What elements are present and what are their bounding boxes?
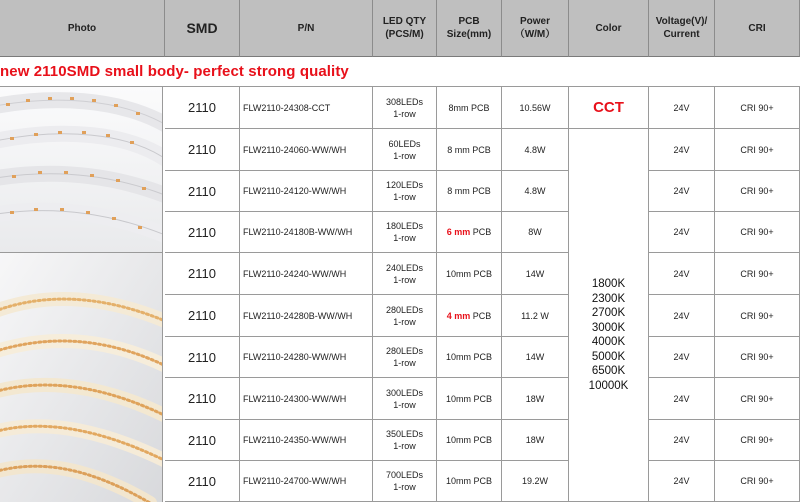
pcb-cell — [437, 171, 502, 212]
power-cell — [502, 87, 569, 129]
smd-value: 2110 — [188, 183, 216, 199]
color-temp-item: 3000K — [591, 321, 626, 334]
power-cell — [502, 337, 569, 378]
voltage-cell — [649, 212, 715, 253]
color-temps-cell — [569, 129, 649, 502]
pcb-cell — [437, 253, 502, 295]
pn-value: FLW2110-24300-WW/WH — [243, 393, 347, 404]
smd-value: 2110 — [188, 473, 216, 489]
header-cri-label: CRI — [748, 22, 766, 34]
header-pcb — [437, 0, 502, 57]
header-color — [569, 0, 649, 57]
voltage-cell — [649, 87, 715, 129]
smd-value: 2110 — [188, 266, 216, 281]
voltage-cell — [649, 253, 715, 295]
color-cct-cell — [569, 87, 649, 129]
led-rows: 1-row — [393, 358, 416, 368]
pcb-size-text: PCB — [470, 227, 492, 237]
smd-value: 2110 — [188, 224, 216, 240]
pcb-size-text: 10mm PCB — [445, 393, 492, 404]
led-rows: 1-row — [393, 316, 416, 327]
led-qty: 308LEDs — [385, 96, 424, 107]
header-voltage — [649, 0, 715, 57]
power-cell — [502, 461, 569, 502]
header-smd — [165, 0, 240, 57]
cri-cell — [715, 87, 800, 129]
header-voltage-line1: Voltage(V)/ — [655, 16, 708, 27]
smd-value: 2110 — [188, 142, 216, 157]
smd-cell — [165, 129, 240, 171]
power-cell — [502, 420, 569, 461]
power-value: 19.2W — [521, 476, 548, 486]
banner-text: new 2110SMD small body- perfect strong quality — [0, 63, 349, 80]
pcb-cell — [437, 87, 502, 129]
cri-cell — [715, 461, 800, 502]
led-rows: 1-row — [393, 150, 416, 161]
voltage-cell — [649, 129, 715, 171]
pcb-size — [446, 435, 492, 445]
led-qty: 280LEDs — [385, 346, 424, 356]
smd-cell — [165, 171, 240, 212]
pn-value: FLW2110-24308-CCT — [243, 102, 331, 113]
qty-cell — [373, 87, 437, 129]
cri-cell — [715, 378, 800, 420]
cri-value: CRI 90+ — [740, 393, 774, 404]
color-temp-item: 6500K — [591, 365, 626, 377]
pn-cell — [240, 87, 373, 129]
led-qty: 280LEDs — [385, 304, 424, 315]
qty-cell — [373, 337, 437, 378]
qty-cell — [373, 253, 437, 295]
voltage-value: 24V — [673, 144, 690, 155]
pcb-size-text: 10mm PCB — [445, 268, 492, 279]
pcb-cell — [437, 295, 502, 337]
led-rows: 1-row — [393, 192, 416, 202]
header-qty-line2: (PCS/M) — [385, 29, 424, 40]
smd-cell — [165, 461, 240, 502]
qty-cell — [373, 171, 437, 212]
led-rows: 1-row — [393, 274, 416, 285]
smd-value: 2110 — [188, 432, 216, 448]
pcb-cell — [437, 420, 502, 461]
power-cell — [502, 212, 569, 253]
qty-cell — [373, 378, 437, 420]
cri-cell — [715, 420, 800, 461]
cri-cell — [715, 337, 800, 378]
power-value: 11.2 W — [521, 310, 549, 321]
cri-value: CRI 90+ — [740, 144, 774, 155]
cri-cell — [715, 212, 800, 253]
color-temp-item: 4000K — [591, 336, 626, 348]
led-rows: 1-row — [393, 108, 416, 119]
pcb-size — [447, 227, 492, 237]
smd-cell — [165, 87, 240, 129]
led-qty: 120LEDs — [385, 180, 424, 190]
cri-value: CRI 90+ — [740, 268, 774, 279]
header-power-line2: （W/M） — [514, 29, 556, 40]
pcb-cell — [437, 378, 502, 420]
header-cri — [715, 0, 800, 57]
pn-value: FLW2110-24280-WW/WH — [243, 352, 347, 362]
power-value: 4.8W — [524, 144, 546, 155]
power-value: 8W — [528, 227, 542, 237]
cri-value: CRI 90+ — [740, 352, 774, 362]
voltage-cell — [649, 420, 715, 461]
header-photo-label: Photo — [67, 22, 97, 34]
led-qty: 240LEDs — [385, 262, 424, 273]
led-qty: 700LEDs — [385, 470, 424, 480]
cri-value: CRI 90+ — [740, 476, 774, 486]
pcb-size — [448, 103, 489, 113]
pn-value: FLW2110-24700-WW/WH — [243, 476, 347, 486]
banner — [0, 57, 800, 87]
smd-value: 2110 — [188, 100, 216, 115]
pcb-cell — [437, 337, 502, 378]
pcb-cell — [437, 129, 502, 171]
pcb-size — [446, 269, 492, 279]
power-cell — [502, 171, 569, 212]
color-temp-item: 2300K — [591, 292, 626, 305]
cri-value: CRI 90+ — [740, 102, 774, 113]
qty-cell — [373, 212, 437, 253]
power-cell — [502, 378, 569, 420]
pcb-cell — [437, 212, 502, 253]
power-value: 10.56W — [519, 102, 551, 113]
qty-cell — [373, 295, 437, 337]
cri-value: CRI 90+ — [740, 435, 774, 445]
header-photo — [0, 0, 165, 57]
pn-cell — [240, 212, 373, 253]
pn-value: FLW2110-24120-WW/WH — [243, 186, 347, 196]
voltage-cell — [649, 461, 715, 502]
smd-cell — [165, 253, 240, 295]
pn-value: FLW2110-24180B-WW/WH — [243, 227, 353, 237]
pcb-size-text: 8 mm PCB — [447, 144, 491, 155]
pcb-size — [447, 311, 492, 321]
color-temp-item: 5000K — [591, 350, 626, 363]
pn-value: FLW2110-24350-WW/WH — [243, 435, 347, 445]
qty-cell — [373, 129, 437, 171]
pcb-size — [446, 352, 492, 362]
header-power — [502, 0, 569, 57]
pn-cell — [240, 461, 373, 502]
header-power-line1: Power — [519, 16, 550, 27]
cri-cell — [715, 295, 800, 337]
pcb-size — [447, 145, 491, 155]
power-value: 18W — [525, 435, 545, 445]
cri-cell — [715, 129, 800, 171]
color-temp-item: 1800K — [591, 278, 626, 290]
voltage-value: 24V — [673, 186, 690, 196]
pn-cell — [240, 171, 373, 212]
cri-value: CRI 90+ — [740, 227, 774, 237]
pcb-size — [447, 186, 491, 196]
voltage-value: 24V — [673, 435, 690, 445]
led-rows: 1-row — [393, 233, 416, 243]
pn-cell — [240, 295, 373, 337]
voltage-value: 24V — [673, 310, 690, 321]
pcb-size-highlight: 6 mm — [446, 227, 471, 237]
cri-value: CRI 90+ — [740, 310, 774, 321]
pcb-cell — [437, 461, 502, 502]
pcb-size — [446, 394, 492, 404]
power-value: 14W — [525, 352, 545, 362]
pn-cell — [240, 337, 373, 378]
header-voltage-line2: Current — [663, 29, 700, 40]
pcb-size-text: 10mm PCB — [445, 435, 492, 445]
product-photo-reels — [0, 87, 163, 253]
header-qty-line1: LED QTY — [382, 16, 427, 27]
voltage-value: 24V — [673, 393, 690, 404]
pn-cell — [240, 129, 373, 171]
power-value: 4.8W — [524, 186, 546, 196]
cri-cell — [715, 171, 800, 212]
pcb-size-highlight: 4 mm — [446, 310, 471, 321]
pn-cell — [240, 378, 373, 420]
header-pn-label: P/N — [297, 22, 315, 34]
color-temp-item: 2700K — [591, 307, 626, 319]
led-rows: 1-row — [393, 399, 416, 410]
header-smd-label: SMD — [186, 19, 218, 36]
pcb-size-text: 10mm PCB — [445, 476, 492, 486]
led-qty: 180LEDs — [385, 221, 424, 231]
header-color-label: Color — [595, 22, 622, 34]
color-cct: CCT — [593, 99, 624, 116]
voltage-cell — [649, 378, 715, 420]
qty-cell — [373, 461, 437, 502]
led-qty: 60LEDs — [388, 138, 421, 149]
voltage-cell — [649, 171, 715, 212]
smd-cell — [165, 420, 240, 461]
voltage-value: 24V — [673, 352, 690, 362]
voltage-value: 24V — [673, 102, 690, 113]
header-pn — [240, 0, 373, 57]
pcb-size — [446, 476, 492, 486]
led-qty: 350LEDs — [385, 429, 424, 439]
header-pcb-line1: PCB — [458, 16, 480, 27]
header-led-qty — [373, 0, 437, 57]
pcb-size-text: 8mm PCB — [448, 102, 490, 113]
pn-cell — [240, 420, 373, 461]
led-rows: 1-row — [393, 441, 416, 451]
power-cell — [502, 253, 569, 295]
power-value: 18W — [525, 393, 545, 404]
header-pcb-line2: Size(mm) — [446, 29, 492, 40]
product-photo-strip — [0, 253, 163, 502]
pcb-size-text: 8 mm PCB — [447, 186, 491, 196]
smd-value: 2110 — [188, 308, 216, 323]
color-temp-item: 10000K — [588, 379, 629, 392]
power-cell — [502, 295, 569, 337]
cri-cell — [715, 253, 800, 295]
smd-value: 2110 — [188, 391, 216, 406]
smd-cell — [165, 295, 240, 337]
smd-cell — [165, 337, 240, 378]
voltage-value: 24V — [673, 227, 690, 237]
pn-value: FLW2110-24060-WW/WH — [243, 144, 347, 155]
power-cell — [502, 129, 569, 171]
voltage-cell — [649, 337, 715, 378]
smd-cell — [165, 378, 240, 420]
smd-cell — [165, 212, 240, 253]
pn-cell — [240, 253, 373, 295]
led-rows: 1-row — [393, 482, 416, 492]
pn-value: FLW2110-24280B-WW/WH — [243, 310, 353, 321]
voltage-cell — [649, 295, 715, 337]
pcb-size-text: 10mm PCB — [445, 352, 492, 362]
qty-cell — [373, 420, 437, 461]
color-temps-list — [589, 277, 629, 393]
voltage-value: 24V — [673, 476, 690, 486]
cri-value: CRI 90+ — [740, 186, 774, 196]
power-value: 14W — [525, 268, 545, 279]
pn-value: FLW2110-24240-WW/WH — [243, 268, 347, 279]
smd-value: 2110 — [188, 349, 216, 365]
pcb-size-text: PCB — [470, 310, 492, 321]
voltage-value: 24V — [673, 268, 690, 279]
led-qty: 300LEDs — [385, 387, 424, 398]
